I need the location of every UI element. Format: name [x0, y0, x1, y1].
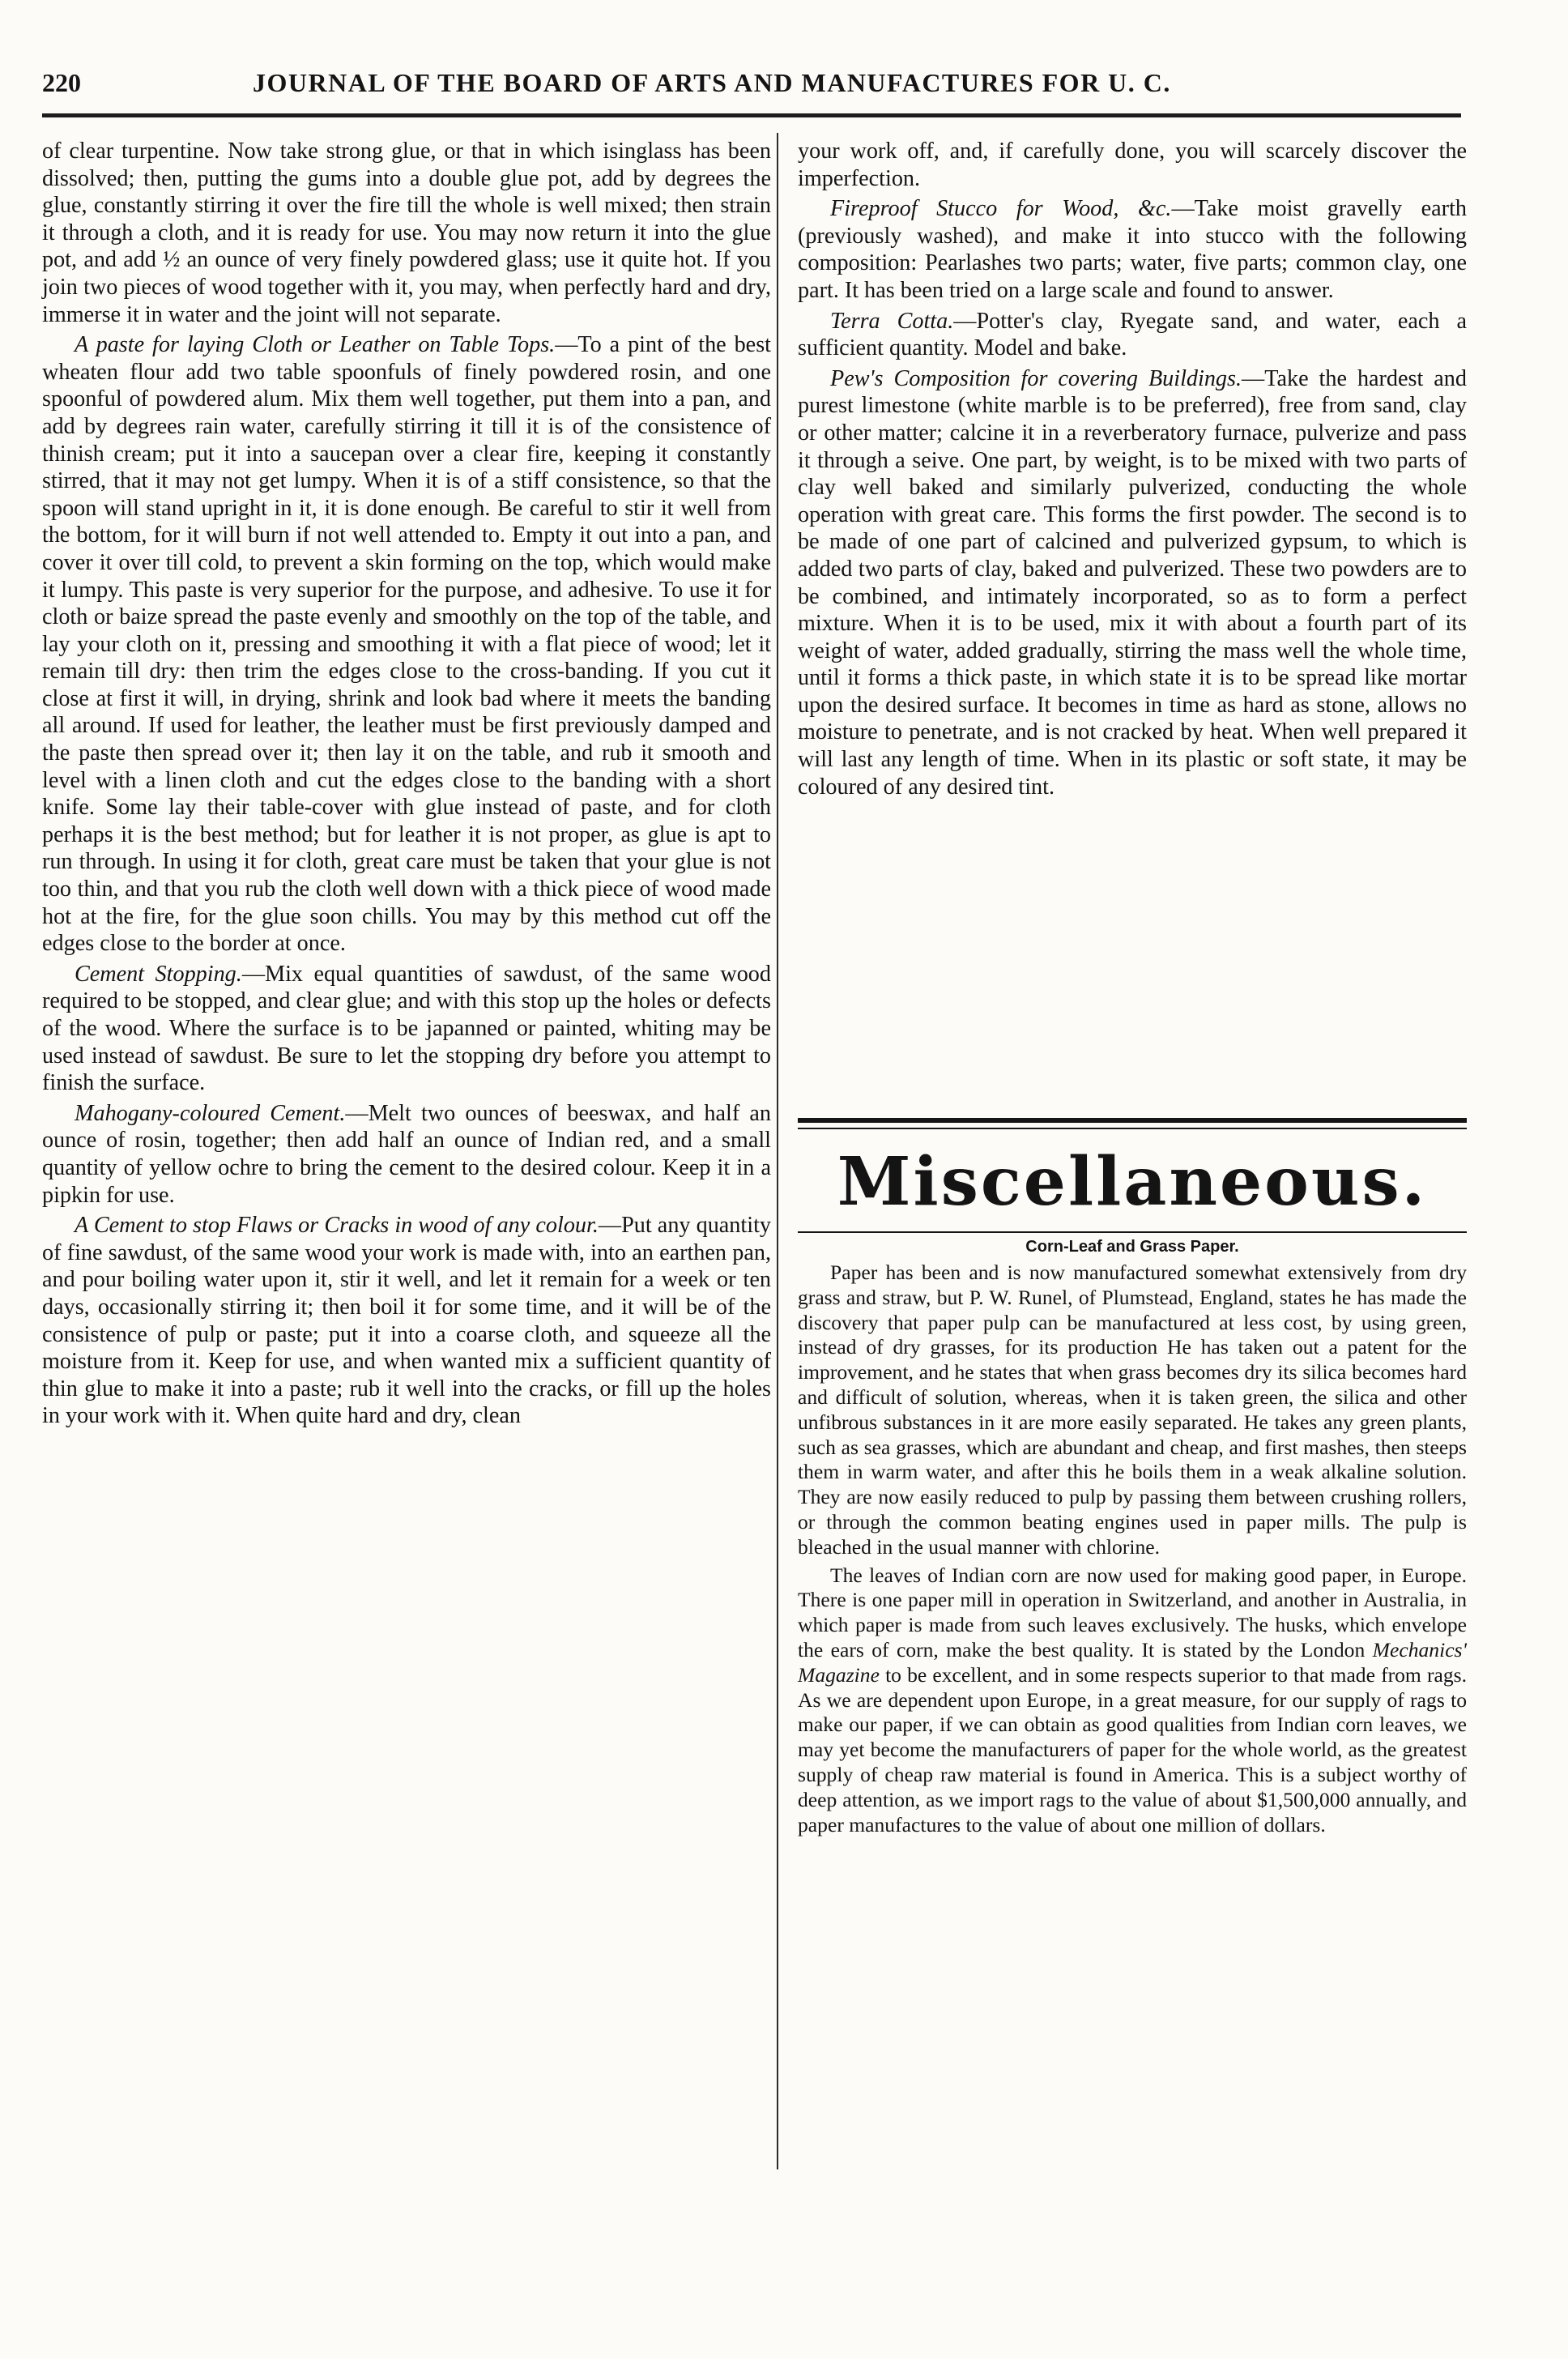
paragraph: [42, 1100, 771, 1209]
left-column: [42, 138, 771, 1433]
recipe-body: —Potter's clay, Ryegate sand, and water, each a sufficient quantity. Model and bake.: [798, 308, 1467, 361]
article-body: [798, 1261, 1467, 1841]
recipe-body: —To a pint of the best wheaten flour add two table spoonfuls of finely powdered rosin, and one spoonful of powdered alum. Mix them well together, put them into a pan, and add by degrees rain water, carefully stirring it till it is of the consistence of thinish cream; put it into a saucepan over a clear fire, keeping it constantly stirred, that it may not get lumpy. When it is of a stiff consistence, so that the spoon will stand upright in it, it is done enough. Be careful to stir it well from the bottom, for it will burn if not well attended to. Empty it out into a pan, and cover it over till cold, to prevent a skin forming on the top, which would make it lumpy. This paste is very superior for the purpose, and adhesive. To use it for cloth or baize spread the paste evenly and smoothly on the top of the table, and lay your cloth on it, pressing and smoothing it with a flat piece of wood; let it remain till dry: then trim the edges close to the cross-banding. If you cut it close at first it will, in drying, shrink and look bad where it meets the banding all around. If used for leather, the leather must be first previously damped and the paste then spread over it; then lay it on the table, and rub it smooth and level with a linen cloth and cut the edges close to the banding with a short knife. Some lay their table-cover with glue instead of paste, and for cloth perhaps it is the best method; but for leather it is not proper, as glue is apt to run through. In using it for cloth, great care must be taken that your glue is not too thin, and that you rub the cloth well down with a thick piece of wood made hot at the fire, for the glue soon chills. You may by this method cut off the edges close to the border at once.: [42, 332, 771, 957]
paragraph: [798, 365, 1467, 801]
article-heading: Corn-Leaf and Grass Paper.: [1025, 1238, 1239, 1256]
header-rule: [42, 113, 1461, 117]
paragraph: [42, 331, 771, 958]
paragraph: [798, 195, 1467, 304]
paragraph: [42, 961, 771, 1097]
recipe-body: —Take the hardest and purest limestone (white marble is to be preferred), free from sand, clay or other matter; calcine it in a reverberatory furnace, pulverize and pass it through a seive. One part, by weight, is to be mixed with two parts of clay well baked and similarly pulverized, conducting the whole operation with great care. This forms the first powder. The second is to be made of one part of calcined and pulverized gypsum, to which is added two parts of clay, baked and pulverized. These two powders are to be combined, and intimately incorporated, so as to form a perfect mixture. When it is to be used, mix it with about a fourth part of its weight of water, added gradually, stirring the mass well the whole time, until it forms a thick paste, in which state it is to be spread like mortar upon the desired surface. It becomes in time as hard as stone, allows no moisture to penetrate, and is not cracked by heat. When well prepared it will last any length of time. When in its plastic or soft state, it may be coloured of any desired tint.: [798, 365, 1467, 800]
paragraph: [798, 308, 1467, 362]
recipe-title: A Cement to stop Flaws or Cracks in wood of any colour.: [75, 1213, 599, 1239]
column-divider: [777, 133, 778, 2169]
paragraph: Paper has been and is now manufactured somewhat extensively from dry grass and straw, but P. W. Runel, of Plumstead, England, states he has made the discovery that paper pulp can be manufactured at less cost, by using green, instead of dry grasses, for its production He has taken out a patent for the improvement, and he states that when grass becomes dry its silica becomes hard and difficult of solution, whereas, when it is taken green, the silica and other unfibrous substances in it are more easily separated. He takes any green plants, such as sea grasses, which are abundant and cheap, and first mashes, then steeps them in warm water, and after this he boils them in a weak alkaline solution. They are now easily reduced to pulp by passing them between crushing rollers, or through the common beating engines used in paper mills. The pulp is bleached in the usual manner with chlorine.: [798, 1261, 1467, 1559]
recipe-title: Mahogany-coloured Cement.: [75, 1100, 346, 1126]
section-rule: [798, 1231, 1467, 1233]
recipe-body: —Take moist gravelly earth (previously washed), and make it into stucco with the following composition: Pearlashes two parts; water, five parts; common clay, one part. It has been tried on a large scale and found to answer.: [798, 196, 1467, 303]
article-text: The leaves of Indian corn are now used for making good paper, in Europe. There is one paper mill in operation in Switzerland, and another in Australia, in which paper is made from such leaves exclusively. The husks, which envelope the ears of corn, make the best quality. It is stated by the London: [798, 1563, 1467, 1662]
journal-title: JOURNAL OF THE BOARD OF ARTS AND MANUFACTURES FOR U. C.: [253, 68, 1171, 97]
section-title: Miscellaneous.: [837, 1143, 1428, 1221]
article-text: to be excellent, and in some respects superior to that made from rags. As we are dependent upon Europe, in a great measure, for our supply of rags to make our paper, if we can obtain as good qualities from Indian corn leaves, we may yet become the manufacturers of paper for the whole world, as the greatest supply of cheap raw material is found in America. This is a subject worthy of deep attention, as we import rags to the value of about $1,500,000 annually, and paper manufactures to the value of about one million of dollars.: [798, 1662, 1467, 1836]
recipe-title: Fireproof Stucco for Wood, &c.: [830, 196, 1172, 222]
paragraph: [42, 1212, 771, 1430]
recipe-title: Cement Stopping.: [75, 961, 242, 987]
recipe-body: —Melt two ounces of beeswax, and half an ounce of rosin, together; then add half an ounce of Indian red, and a small quantity of yellow ochre to bring the cement to the desired colour. Keep it in a pipkin for use.: [42, 1100, 771, 1208]
publication-name: Mechanics' Magazine: [798, 1637, 1467, 1687]
recipe-title: A paste for laying Cloth or Leather on Table Tops.: [75, 332, 556, 358]
section-rule: [798, 1118, 1467, 1123]
recipe-title: Pew's Composition for covering Buildings.: [830, 365, 1242, 391]
page-header: [42, 68, 1461, 104]
paragraph: your work off, and, if carefully done, you will scarcely discover the imperfection.: [798, 139, 1467, 191]
recipe-body: —Put any quantity of fine sawdust, of the same wood your work is made with, into an earthen pan, and pour boiling water upon it, stir it well, and let it remain for a week or ten days, occasionally stirring it; then boil it for some time, and it will be of the consistence of pulp or paste; put it into a coarse cloth, and squeeze all the moisture from it. Keep for use, and when wanted mix a sufficient quantity of thin glue to make it into a paste; rub it well into the cracks, or fill up the holes in your work with it. When quite hard and dry, clean: [42, 1213, 771, 1429]
paragraph: of clear turpentine. Now take strong glue, or that in which isinglass has been dissolved; then, putting the gums into a double glue pot, add by degrees the glue, constantly stirring it over the fire till the whole is well mixed; then strain it through a cloth, and it is ready for use. You may now return it into the glue pot, and add ½ an ounce of very finely powdered glass; use it quite hot. If you join two pieces of wood together with it, you may, when perfectly hard and dry, immerse it in water and the joint will not separate.: [42, 139, 771, 327]
section-rule: [798, 1128, 1467, 1129]
page-number: 220: [42, 68, 81, 97]
paragraph: [798, 1563, 1467, 1838]
right-column: [798, 138, 1467, 804]
recipe-body: —Mix equal quantities of sawdust, of the same wood required to be stopped, and clear glue; and with this stop up the holes or defects of the wood. Where the surface is to be japanned or painted, whiting may be used instead of sawdust. Be sure to let the stopping dry before you attempt to finish the surface.: [42, 961, 771, 1096]
recipe-title: Terra Cotta.: [830, 308, 954, 334]
